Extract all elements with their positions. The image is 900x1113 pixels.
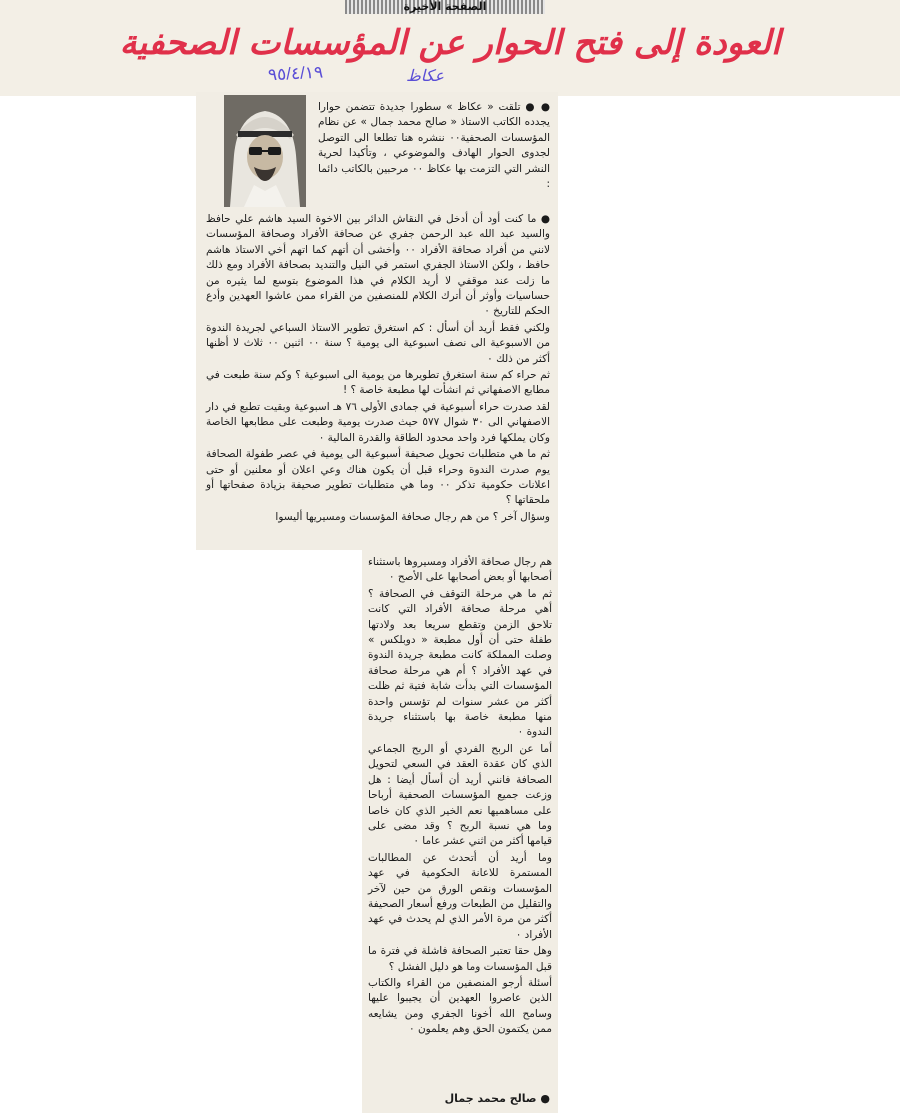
headline-banner [0, 0, 900, 96]
article-paragraph: وما أريد أن أتحدث عن المطالبات المستمرة للاعانة الحكومية في عهد المؤسسات ونقص الورق من حين لآخر والتقليل من الطبعات ورفع أسعار الصحيفة أكثر من مرة الأمر الذي لم يحدث في عهد الأفراد ٠ [368, 851, 552, 941]
article-paragraph: أسئلة أرجو المنصفين من القراء والكتاب الذين عاصروا العهدين أن يجيبوا عليها وسامح الله أخونا الجفري ومن يشايعه ممن يكتمون الحق وهم يعلمون ٠ [368, 976, 552, 1036]
handwritten-date: ٩٥/٤/١٩ [267, 62, 324, 85]
article-body-bottom [368, 555, 552, 1039]
article-paragraph: أما عن الربح الفردي أو الربح الجماعي الذي كان عقدة العقد في السعي لتحويل الصحافة فانني أريد أن أسأل أيضا : هل وزعت جميع المؤسسات الصحفية أرباحا على مساهميها نعم الخير الذي كان خاصا وما هي نسبة الربح ؟ وقد مضى على قيامها أكثر من اثني عشر عاما ٠ [368, 742, 552, 848]
article-intro: ● ● تلقت « عكاظ » سطورا جديدة تتضمن حوارا يجدده الكاتب الاستاذ « صالح محمد جمال » عن نظام المؤسسات الصحفية٠٠ ننشره هنا تطلعا الى التوصل لجدوى الحوار الهادف والموضوعي ، وتأكيدا لحرية النشر التي التزمت بها عكاظ ٠٠ مرحبين بالكاتب دائما : [318, 101, 550, 191]
article-paragraph: وسؤال آخر ؟ من هم رجال صحافة المؤسسات ومسيريها أليسوا [275, 510, 550, 523]
headline: العودة إلى فتح الحوار عن المؤسسات الصحفية [119, 23, 781, 63]
article-paragraph: لقد صدرت حراء أسبوعية في جمادى الأولى ٧٦ هـ اسبوعية وبقيت تطبع في دار الاصفهاني الى ٣٠ شوال ٥٧٧ حيث صدرت يومية وطبعت على مطابعها الخاصة وكان يملكها فرد واحد محدود الطاقة والقدرة المالية ٠ [206, 400, 551, 444]
article-paragraph: ثم ما هي متطلبات تحويل صحيفة أسبوعية الى يومية في عصر طفولة الصحافة يوم صدرت الندوة وحراء قبل أن يكون هناك وعي اعلان أو معلنين أو حتى اعلانات حكومية تذكر ٠٠ وما هي متطلبات تطوير صحيفة بزيادة صفحاتها أو ملحقاتها ؟ [206, 448, 550, 507]
section-label: الصفحة الأخيرة [345, 0, 545, 14]
article-paragraph: ثم ما هي مرحلة التوقف في الصحافة ؟ أهي مرحلة صحافة الأفراد التي كانت تلاحق الزمن وتقطع سريعا بعد ولادتها طفلة حتى أن أول مطبعة « دوبلكس » وصلت المملكة كانت مطبعة جريدة الندوة في عهد الأفراد ؟ أم هي مرحلة صحافة المؤسسات التي بدأت شابة فتية ثم ظلت أكثر من عشر سنوات لم تؤسس واحدة منها مطبعة خاصة بها باستثناء جريدة الندوة ٠ [368, 587, 552, 739]
article-paragraph: هم رجال صحافة الأفراد ومسيروها باستثناء أصحابها أو بعض أصحابها على الأصح ٠ [368, 556, 552, 584]
article-paragraph: وهل حقا تعتبر الصحافة فاشلة في فترة ما قبل المؤسسات وما هو دليل الفشل ؟ [368, 945, 552, 973]
article-paragraph: ● ما كنت أود أن أدخل في النقاش الدائر بين الاخوة السيد هاشم علي حافظ والسيد عبد الله عبد الرحمن جفري عن صحافة الأفراد وصحافة المؤسسات لانني من أفراد صحافة الأفراد ٠٠ وأخشى أن أتهم كما اتهم أخي الاستاذ هاشم حافظ ، ولكن الاستاذ الجفري استمر في النيل والتنديد بصحافة الأفراد ومع ذلك ما زلت عند موقفي لا أريد الكلام في هذا الموضوع بتوسع لما يثيره من حساسيات وأوثر أن أترك الكلام للمنصفين من القراء ممن عاشوا العهدين وأدع الحكم للتاريخ ٠ [206, 213, 551, 318]
archive-mark: عكاظ [406, 66, 445, 85]
author-portrait-icon [224, 95, 306, 207]
article-body-top [206, 212, 550, 526]
article-paragraph: ثم حراء كم سنة استغرق تطويرها من يومية الى اسبوعية ؟ وكم سنة طبعت في مطابع الاصفهاني ثم انشأت لها مطبعة خاصة ؟ ! [206, 369, 550, 397]
article-paragraph: ولكني فقط أريد أن أسأل : كم استغرق تطوير الاستاذ السباعي لجريدة الندوة من الاسبوعية الى نصف اسبوعية الى يومية ؟ سنة ٠٠ اثنين ٠٠ ثلاث لا أظنها أكثر من ذلك ٠ [206, 321, 550, 365]
author-signature: ● صالح محمد جمال [444, 1092, 550, 1105]
author-photo [224, 95, 306, 207]
